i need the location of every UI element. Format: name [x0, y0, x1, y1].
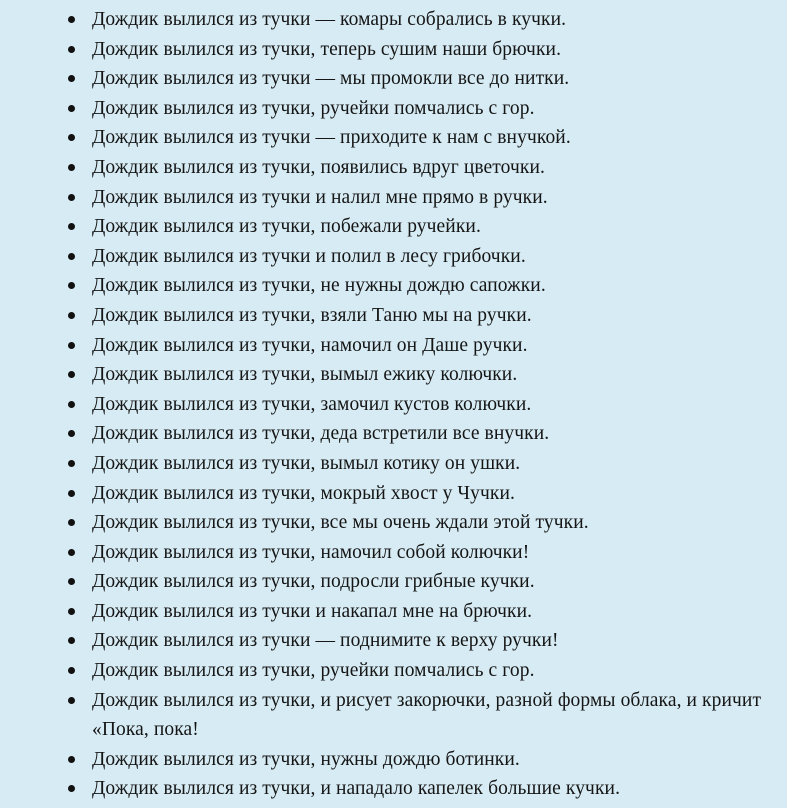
- list-item: [0, 360, 787, 390]
- bullet-icon: [68, 46, 75, 53]
- list-item-text: Дождик вылился из тучки, замочил кустов колючки.: [92, 393, 532, 415]
- list-item-text: Дождик вылился из тучки и полил в лесу грибочки.: [92, 245, 526, 267]
- bullet-icon: [68, 519, 75, 526]
- bullet-icon: [68, 549, 75, 556]
- list-item-text: Дождик вылился из тучки, нужны дождю ботинки.: [92, 748, 520, 770]
- list-item: [0, 508, 787, 538]
- list-item: [0, 479, 787, 509]
- list-item-text: Дождик вылился из тучки, теперь сушим наши брючки.: [92, 38, 562, 60]
- bullet-icon: [68, 312, 75, 319]
- list-item-text: Дождик вылился из тучки, намочил собой колючки!: [92, 541, 530, 563]
- list-item: [0, 745, 787, 775]
- list-item: [0, 123, 787, 153]
- list-item: [0, 64, 787, 94]
- list-item: [0, 597, 787, 627]
- list-item: [0, 242, 787, 272]
- bullet-icon: [68, 253, 75, 260]
- bullet-icon: [68, 105, 75, 112]
- bullet-icon: [68, 430, 75, 437]
- bullet-icon: [68, 578, 75, 585]
- bullet-icon: [68, 460, 75, 467]
- list-item: [0, 35, 787, 65]
- list-item: [0, 5, 787, 35]
- bullet-icon: [68, 16, 75, 23]
- bullet-icon: [68, 401, 75, 408]
- bullet-icon: [68, 194, 75, 201]
- list-item: [0, 390, 787, 420]
- list-item-text: Дождик вылился из тучки, ручейки помчались с гор.: [92, 660, 535, 682]
- list-item: [0, 183, 787, 213]
- list-item-text: Дождик вылился из тучки, появились вдруг цветочки.: [92, 156, 546, 178]
- bullet-icon: [68, 342, 75, 349]
- bullet-icon: [68, 667, 75, 674]
- list-item-text: Дождик вылился из тучки, и рисует закорючки, разной формы облака, и кричит «Пока, пока!: [92, 689, 762, 741]
- bullet-icon: [68, 282, 75, 289]
- bullet-icon: [68, 371, 75, 378]
- list-item-text: Дождик вылился из тучки, все мы очень ждали этой тучки.: [92, 512, 589, 534]
- list-item: [0, 449, 787, 479]
- list-item-text: Дождик вылился из тучки и накапал мне на брючки.: [92, 600, 533, 622]
- bullet-icon: [68, 637, 75, 644]
- list-item: [0, 271, 787, 301]
- list-item-text: Дождик вылился из тучки, не нужны дождю сапожки.: [92, 275, 546, 297]
- bullet-icon: [68, 756, 75, 763]
- list-item-text: Дождик вылился из тучки — поднимите к верху ручки!: [92, 630, 559, 652]
- list-item-text: Дождик вылился из тучки, подросли грибные кучки.: [92, 571, 535, 593]
- list-item-text: Дождик вылился из тучки, ручейки помчались с гор.: [92, 97, 535, 119]
- bullet-icon: [68, 785, 75, 792]
- list-item-text: Дождик вылился из тучки, побежали ручейки.: [92, 216, 481, 238]
- list-item: [0, 212, 787, 242]
- list-item-text: Дождик вылился из тучки, и нападало капелек большие кучки.: [92, 778, 621, 800]
- list-item-text: Дождик вылился из тучки, деда встретили все внучки.: [92, 423, 550, 445]
- bullet-icon: [68, 697, 75, 704]
- list-item: [0, 153, 787, 183]
- bullet-icon: [68, 75, 75, 82]
- list-item-text: Дождик вылился из тучки и налил мне прямо в ручки.: [92, 186, 548, 208]
- list-item-text: Дождик вылился из тучки, взяли Таню мы на ручки.: [92, 304, 532, 326]
- list-item-text: Дождик вылился из тучки, вымыл ежику колючки.: [92, 364, 518, 386]
- list-item: [0, 538, 787, 568]
- list-item: [0, 626, 787, 656]
- list-item-text: Дождик вылился из тучки, намочил он Даше ручки.: [92, 334, 528, 356]
- list-item: [0, 331, 787, 361]
- list-item-text: Дождик вылился из тучки, мокрый хвост у Чучки.: [92, 482, 516, 504]
- bullet-icon: [68, 223, 75, 230]
- bullet-icon: [68, 134, 75, 141]
- list-item: [0, 774, 787, 804]
- list-item-text: Дождик вылился из тучки — мы промокли все до нитки.: [92, 68, 570, 90]
- bullet-icon: [68, 608, 75, 615]
- bullet-icon: [68, 164, 75, 171]
- list-item: [0, 656, 787, 686]
- list-item-text: Дождик вылился из тучки — приходите к нам с внучкой.: [92, 127, 571, 149]
- list-item-text: Дождик вылился из тучки, вымыл котику он ушки.: [92, 452, 521, 474]
- list-item: [0, 301, 787, 331]
- rhymes-list: [0, 5, 787, 804]
- list-item-text: Дождик вылился из тучки — комары собрались в кучки.: [92, 9, 567, 30]
- list-item: [0, 94, 787, 124]
- list-item: [0, 686, 787, 745]
- bullet-icon: [68, 490, 75, 497]
- list-item: [0, 567, 787, 597]
- list-item: [0, 419, 787, 449]
